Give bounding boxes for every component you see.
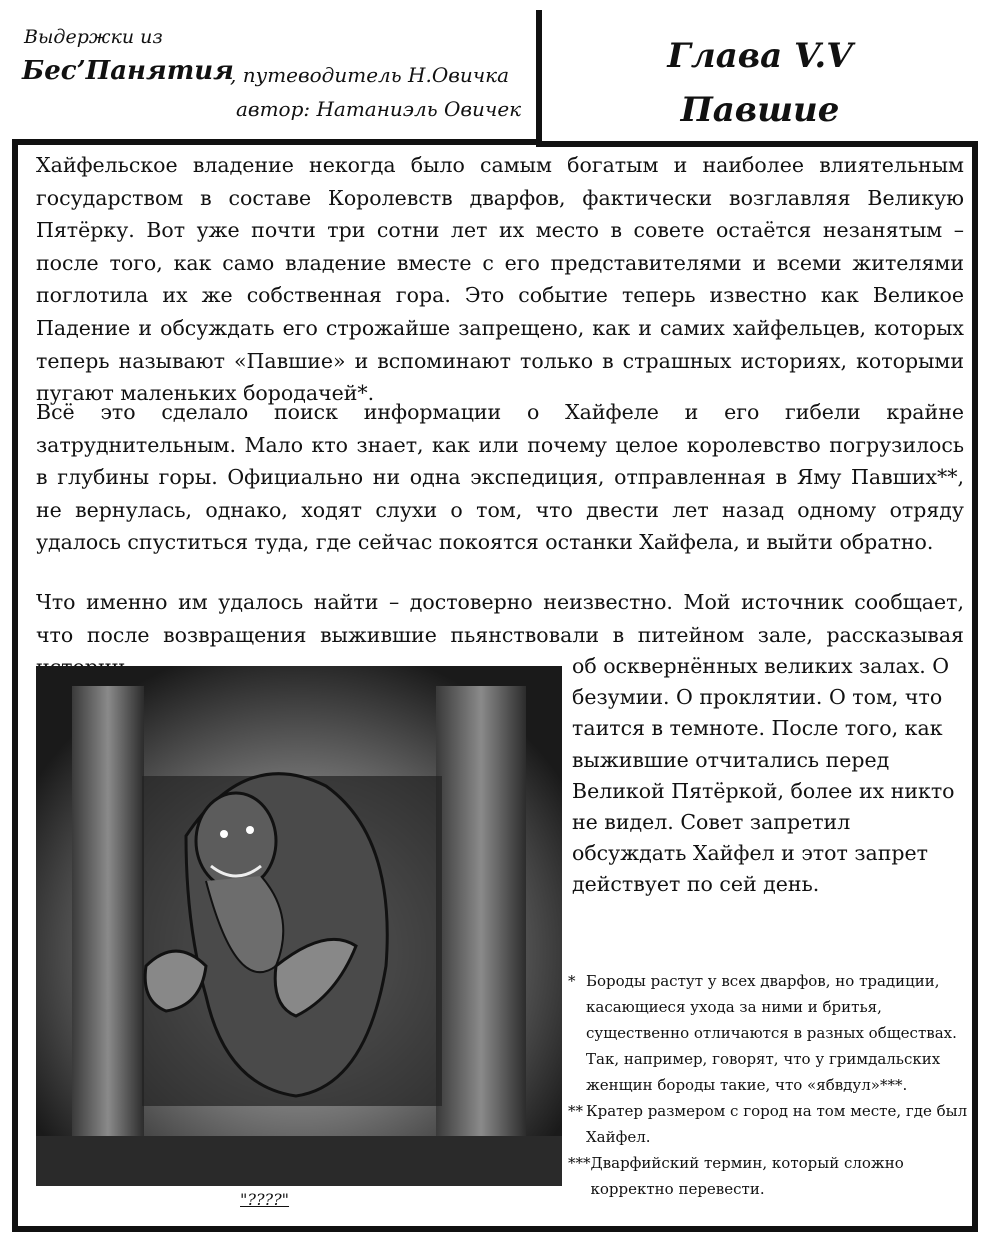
fallen-dwarf-illustration	[36, 666, 562, 1186]
footnote-mark: ***	[568, 1154, 591, 1172]
paragraph-findings: Что именно им удалось найти – достоверно неизвестно. Мой источник сообщает, что после возвращения выжившие пьянствовали в питейном зале, рассказывая	[36, 590, 964, 647]
rubble-floor	[36, 1136, 562, 1186]
excerpt-label: Выдержки из	[24, 26, 163, 48]
footnote-text: Дварфийский термин, который сложно корректно перевести.	[590, 1154, 904, 1198]
chapter-number: Глава V.V	[667, 36, 853, 76]
paragraph-findings-continued: об осквернённых великих залах. О безумии. О проклятии. О том, что таится в темноте. После того, как выжившие отчитались перед Великой Пятёркой, более их никто не видел. Совет запретил обсуждать Хайфел и этот запрет действует по сей день.	[572, 654, 955, 897]
chapter-box	[536, 10, 978, 147]
illustration-caption: "????"	[240, 1190, 290, 1209]
footnote-text: Кратер размером с город на том месте, где был Хайфел.	[586, 1102, 968, 1146]
footnote-text: Бороды растут у всех дварфов, но традиции, касающиеся ухода за ними и бритья, существенно отличаются в разных обществах. Так, например, говорят, что у гримдальских женщин бороды такие, что «ябвдул»***.	[586, 972, 957, 1094]
left-pillar	[72, 686, 144, 1156]
footnote-mark: *	[568, 972, 576, 990]
footnotes	[568, 968, 968, 1202]
book-title: Бес’Панятия	[22, 56, 234, 86]
chapter-title: Павшие	[680, 90, 840, 130]
footnote	[568, 1150, 968, 1202]
paragraph-intro: Хайфельское владение некогда было самым богатым и наиболее влиятельным государством в составе Королевств дварфов, фактически возглавляя Великую Пятёрку. Вот уже почти три сотни лет их место в совете остаётся незанятым – после того, как само владение вместе с его представителями и всеми жителями поглотила их же собственная гора. Это событие теперь известно как Великое Падение и обсуждать его строжайше запрещено, как и самих хайфельцев, которых теперь называют «Павшие» и вспоминают только в страшных историях, которыми пугают маленьких бородачей*.	[36, 153, 964, 406]
footnote-mark: **	[568, 1102, 583, 1120]
author-line: автор: Натаниэль Овичек	[236, 97, 522, 121]
footnote	[568, 968, 968, 1098]
paragraph-search: Всё это сделало поиск информации о Хайфеле и его гибели крайне затруднительным. Мало кто знает, как или почему целое королевство погрузилось в глубины горы. Официально ни одна экспедиция, отправленная в Яму Павших**, не вернулась, однако, ходят слухи о том, что двести лет назад одному отряду удалось спуститься туда, где сейчас покоятся останки Хайфела, и выйти обратно.	[36, 400, 964, 555]
footnote	[568, 1098, 968, 1150]
book-subtitle: , путеводитель Н.Овичка	[230, 63, 510, 87]
right-pillar	[436, 686, 526, 1156]
